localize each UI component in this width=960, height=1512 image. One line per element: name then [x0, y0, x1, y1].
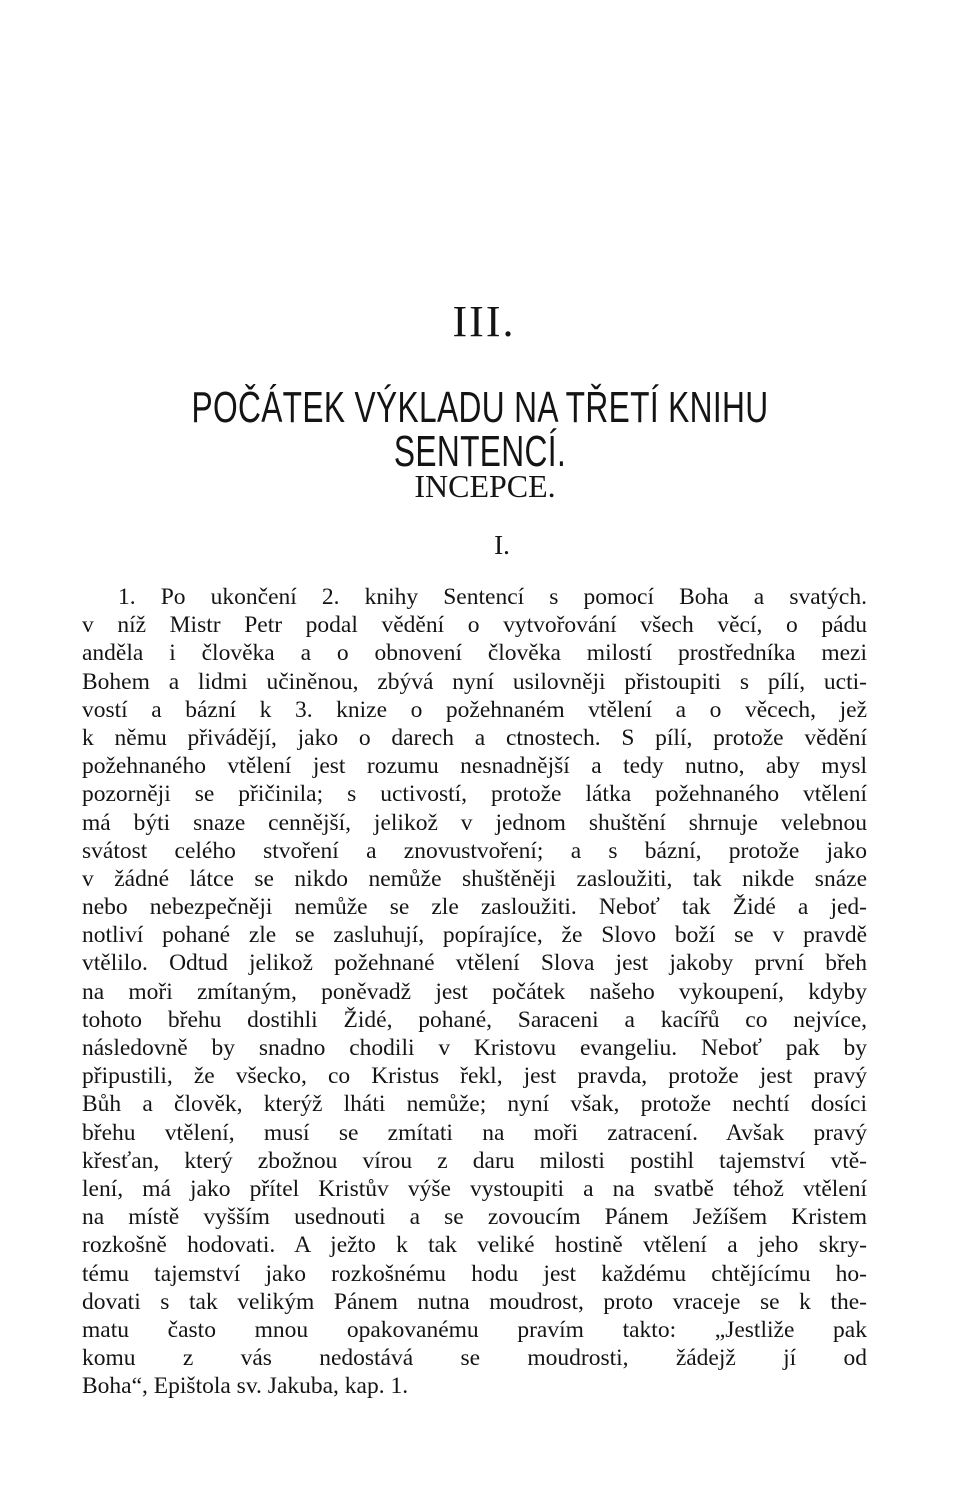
text-line: v níž Mistr Petr podal vědění o vytvořování všech věcí, o pádu [82, 612, 867, 639]
text-line: komu z vás nedostává se moudrosti, žádejž jí od [82, 1345, 867, 1372]
text-line: k němu přivádějí, jako o darech a ctnostech. S pílí, protože vědění [82, 724, 867, 751]
text-line: rozkošně hodovati. A ježto k tak veliké hostině vtělení a jeho skry- [82, 1232, 867, 1259]
text-line: 1. Po ukončení 2. knihy Sentencí s pomocí Boha a svatých. [118, 584, 867, 610]
chapter-title: POČÁTEK VÝKLADU NA TŘETÍ KNIHU SENTENCÍ. [191, 383, 769, 476]
text-line: vostí a bázní k 3. knize o požehnaném vtělení a o věcech, jež [82, 696, 867, 723]
text-line: vtělilo. Odtud jelikož požehnané vtělení Slova jest jakoby první břeh [82, 950, 867, 977]
text-line: na moři zmítaným, poněvadž jest počátek našeho vykoupení, kdyby [82, 978, 867, 1005]
text-line: matu často mnou opakovanému pravím takto: „Jestliže pak [82, 1316, 867, 1343]
text-line: tému tajemství jako rozkošnému hodu jest každému chtějícímu ho- [82, 1260, 867, 1287]
section-title: INCEPCE. [414, 468, 556, 504]
text-line: lení, má jako přítel Kristův výše vystoupiti a na svatbě téhož vtělení [82, 1175, 867, 1202]
text-line: notliví pohané zle se zasluhují, popírajíce, že Slovo boží se v pravdě [82, 922, 867, 949]
text-line: tohoto břehu dostihli Židé, pohané, Saraceni a kacířů co nejvíce, [82, 1006, 867, 1033]
text-line: následovně by snadno chodili v Kristovu evangeliu. Neboť pak by [82, 1035, 867, 1061]
section-numeral: I. [494, 530, 510, 560]
text-line: břehu vtělení, musí se zmítati na moři zatracení. Avšak pravý [82, 1119, 867, 1146]
text-line: svátost celého stvoření a znovustvoření; a s bázní, protože jako [82, 837, 867, 864]
text-line: má býti snaze cennější, jelikož v jednom shuštění shrnuje velebnou [82, 809, 867, 836]
text-line: nebo nebezpečněji nemůže se zle zasloužiti. Neboť tak Židé a jed- [82, 894, 867, 921]
body-text [82, 583, 867, 1400]
text-line: v žádné látce se nikdo nemůže shuštěněji zasloužiti, tak nikde snáze [82, 865, 867, 892]
text-line: anděla i člověka a o obnovení člověka milostí prostředníka mezi [82, 640, 867, 667]
text-line: Bůh a člověk, kterýž lháti nemůže; nyní však, protože nechtí dosíci [82, 1091, 867, 1118]
text-line: dovati s tak velikým Pánem nutna moudrost, proto vraceje se k the- [82, 1288, 867, 1315]
text-line: pozorněji se přičinila; s uctivostí, protože látka požehnaného vtělení [82, 781, 867, 808]
text-line: křesťan, který zbožnou vírou z daru milosti postihl tajemství vtě- [82, 1147, 867, 1174]
text-line: Boha“, Epištola sv. Jakuba, kap. 1. [82, 1373, 409, 1400]
text-line: Bohem a lidmi učiněnou, zbývá nyní usilovněji přistoupiti s pílí, ucti- [82, 668, 867, 695]
text-line: na místě vyšším usednouti a se zovoucím Pánem Ježíšem Kristem [82, 1204, 867, 1231]
text-line: připustili, že všecko, co Kristus řekl, jest pravda, protože jest pravý [82, 1063, 867, 1090]
text-line: požehnaného vtělení jest rozumu nesnadnější a tedy nutno, aby mysl [82, 753, 867, 780]
part-number: III. [452, 297, 516, 346]
